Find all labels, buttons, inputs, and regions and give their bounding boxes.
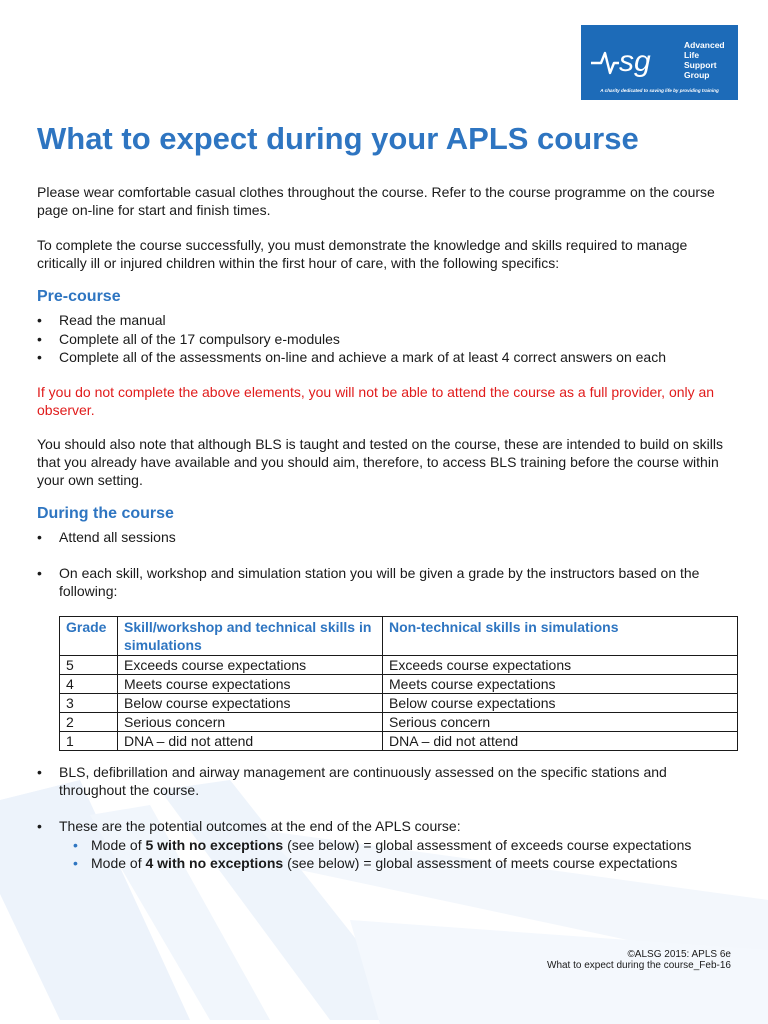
bullet-icon: •: [37, 312, 42, 328]
list-item-text: BLS, defibrillation and airway management are continuously assessed on the specific stations and throughout the course.: [59, 764, 667, 798]
table-header-row: [60, 617, 738, 656]
footer-doc-ref: What to expect during the course_Feb-16: [547, 960, 731, 971]
svg-text:sg: sg: [619, 45, 651, 78]
list-item-text: Read the manual: [59, 312, 166, 328]
list-item: [37, 528, 737, 547]
list-item-text: On each skill, workshop and simulation station you will be given a grade by the instructors based on the following:: [59, 565, 700, 599]
table-cell: Exceeds course expectations: [383, 656, 738, 675]
pre-course-list: [37, 311, 737, 367]
table-cell: 4: [60, 675, 118, 694]
table-row: [60, 732, 738, 751]
bullet-icon: •: [37, 529, 42, 545]
list-item: [37, 330, 737, 349]
table-row: [60, 694, 738, 713]
table-header-cell: Grade: [60, 617, 118, 656]
bullet-icon: •: [73, 836, 78, 853]
logo-org-line: Support: [684, 60, 717, 70]
page-footer: [547, 949, 731, 971]
footer-copyright: ©ALSG 2015: APLS 6e: [627, 949, 731, 960]
during-course-list-1: [37, 528, 737, 547]
list-item: [37, 348, 737, 367]
table-cell: Meets course expectations: [383, 675, 738, 694]
outcome-text-pre: Mode of: [91, 836, 146, 853]
table-cell: Exceeds course expectations: [118, 656, 383, 675]
table-cell: Below course expectations: [383, 694, 738, 713]
logo-org-line: Life: [684, 50, 700, 60]
table-cell: Below course expectations: [118, 694, 383, 713]
bullet-icon: •: [37, 565, 42, 581]
outcome-item: [59, 854, 737, 873]
list-item-text: Complete all of the assessments on-line and achieve a mark of at least 4 correct answers on each: [59, 349, 666, 365]
logo-org-line: Advanced: [684, 40, 725, 50]
table-cell: DNA – did not attend: [383, 732, 738, 751]
table-cell: 2: [60, 713, 118, 732]
bls-note: You should also note that although BLS is taught and tested on the course, these are intended to build on skills that you already have available and you should aim, therefore, to access BLS training before the course within your own setting.: [37, 436, 723, 488]
outcomes-list: [59, 836, 737, 873]
list-item-text: These are the potential outcomes at the end of the APLS course:: [59, 818, 461, 834]
intro-requirements: To complete the course successfully, you must demonstrate the knowledge and skills required to manage critically ill or injured children within the first hour of care, with the following specifics:: [37, 237, 688, 271]
list-item: [37, 763, 737, 799]
list-item-text: Attend all sessions: [59, 529, 176, 545]
logo-org-line: Group: [684, 70, 710, 80]
grades-table: [59, 616, 738, 751]
bullet-icon: •: [37, 818, 42, 834]
outcome-text-post: (see below) = global assessment of meets course expectations: [283, 855, 678, 871]
outcome-text-post: (see below) = global assessment of exceeds course expectations: [283, 836, 692, 853]
alsg-logo: [581, 25, 738, 100]
table-header-cell: Non-technical skills in simulations: [383, 617, 738, 656]
table-cell: Serious concern: [118, 713, 383, 732]
table-header-cell: Skill/workshop and technical skills in simulations: [118, 617, 383, 656]
intro-clothing: Please wear comfortable casual clothes throughout the course. Refer to the course programme on the course page on-line for start and finish times.: [37, 184, 715, 218]
table-row: [60, 713, 738, 732]
table-cell: 1: [60, 732, 118, 751]
table-cell: Meets course expectations: [118, 675, 383, 694]
list-item: [37, 564, 737, 600]
table-cell: 3: [60, 694, 118, 713]
list-item: [37, 311, 737, 330]
pre-course-warning: If you do not complete the above elements, you will not be able to attend the course as a full provider, only an observer.: [37, 384, 715, 418]
during-course-list-2: [37, 564, 737, 600]
outcome-item: [59, 836, 737, 855]
table-row: [60, 675, 738, 694]
table-row: [60, 656, 738, 675]
outcome-text-bold: 5 with no exceptions: [145, 836, 284, 853]
list-item-text: Complete all of the 17 compulsory e-modules: [59, 330, 340, 347]
outcome-text-pre: Mode of: [91, 855, 146, 871]
page-title: What to expect during your APLS course: [37, 121, 639, 156]
bullet-icon: •: [73, 855, 78, 871]
list-item: [37, 817, 737, 873]
logo-org-name: [684, 40, 725, 80]
bullet-icon: •: [37, 764, 42, 780]
during-course-list-3: [37, 763, 737, 799]
bullet-icon: •: [37, 330, 42, 347]
table-cell: 5: [60, 656, 118, 675]
during-course-list-4: [37, 817, 737, 873]
logo-tagline: A charity dedicated to saving life by providing training: [600, 88, 719, 93]
table-cell: DNA – did not attend: [118, 732, 383, 751]
alsg-logo-mark-icon: [589, 31, 681, 83]
outcome-text-bold: 4 with no exceptions: [145, 855, 284, 871]
pre-course-heading: Pre-course: [37, 288, 121, 305]
bullet-icon: •: [37, 349, 42, 365]
during-course-heading: During the course: [37, 505, 174, 522]
table-cell: Serious concern: [383, 713, 738, 732]
